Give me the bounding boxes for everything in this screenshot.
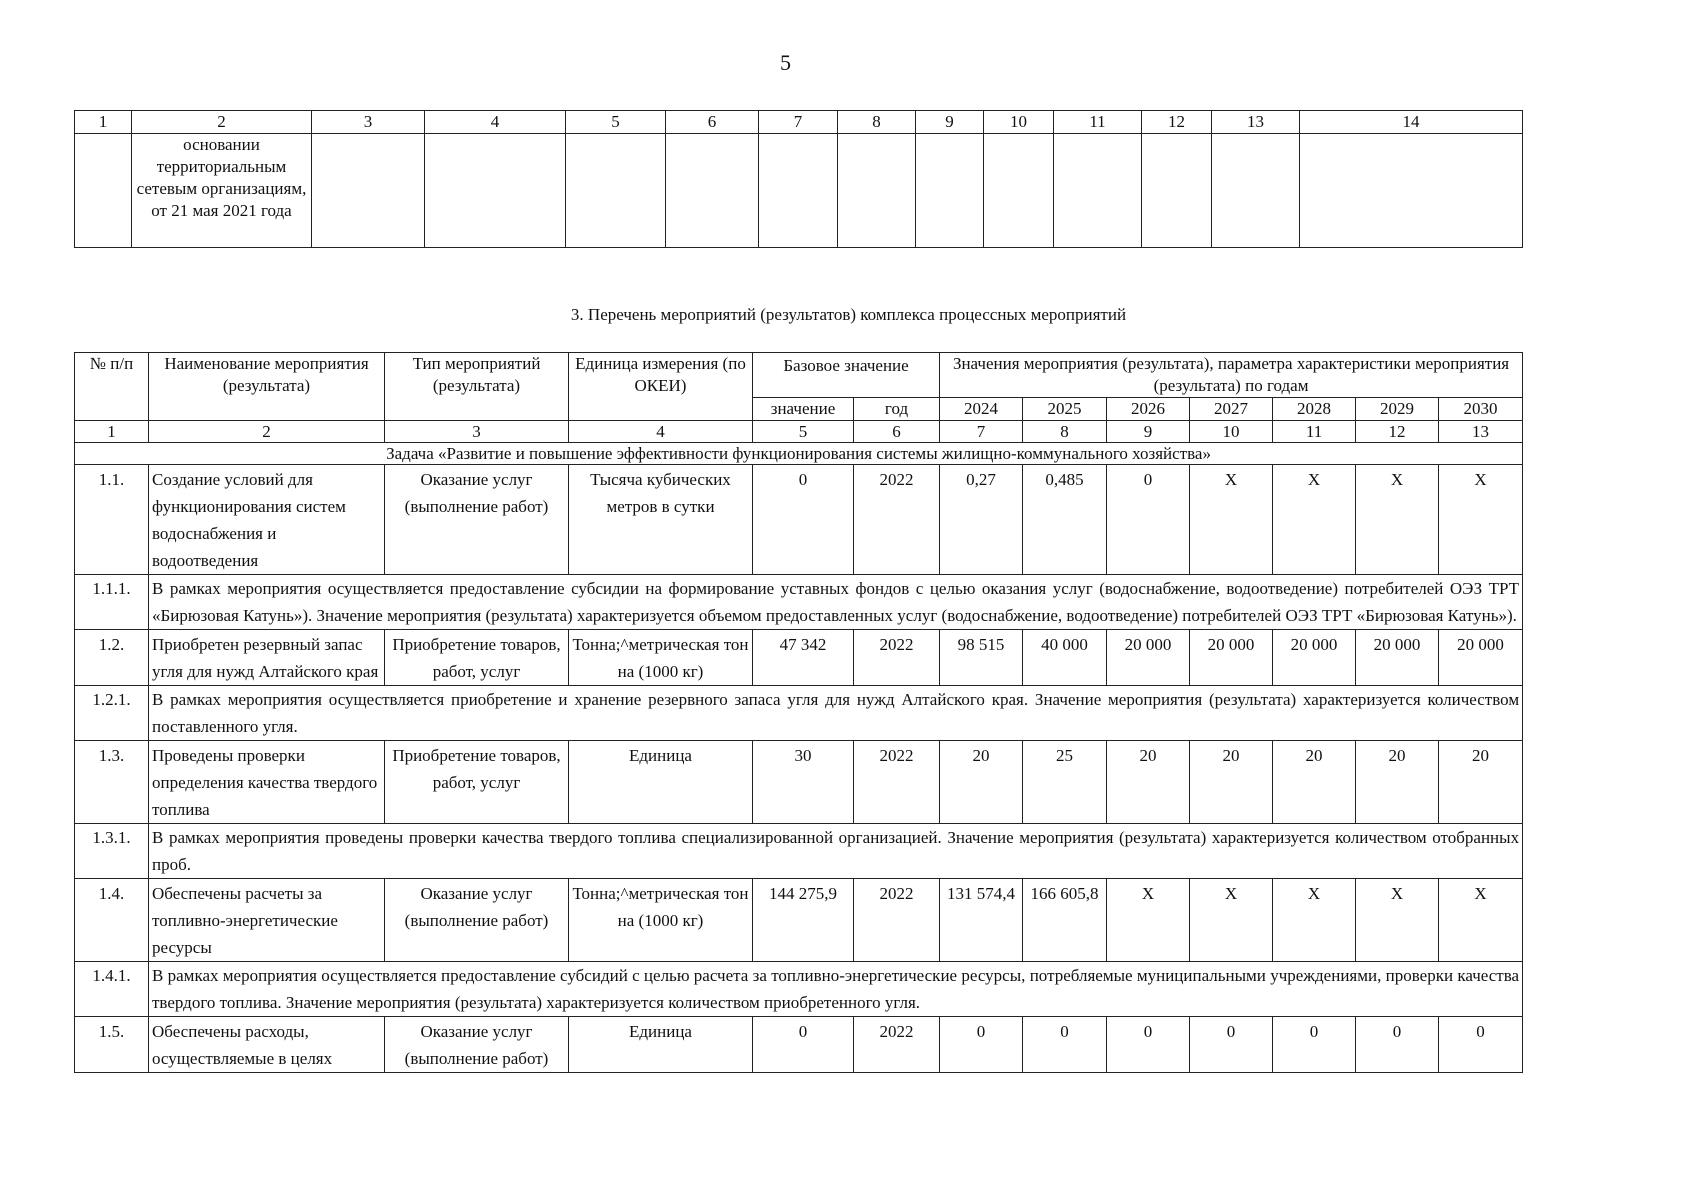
row-value: 20 000 bbox=[1107, 630, 1190, 686]
row-value: 20 bbox=[1439, 741, 1523, 824]
table-row bbox=[75, 1017, 1523, 1073]
row-name: Обеспечены расходы, осуществляемые в целях bbox=[149, 1017, 385, 1073]
col-number: 3 bbox=[385, 421, 569, 443]
row-base-value: 0 bbox=[753, 1017, 854, 1073]
cell bbox=[566, 134, 666, 248]
row-num: 1.2. bbox=[75, 630, 149, 686]
row-type: Оказание услуг (выполнение работ) bbox=[385, 1017, 569, 1073]
row-value: 0,27 bbox=[940, 465, 1023, 575]
row-type: Оказание услуг (выполнение работ) bbox=[385, 465, 569, 575]
header-base-value: значение bbox=[753, 398, 854, 421]
header-base: Базовое значение bbox=[753, 353, 940, 398]
desc-text: В рамках мероприятия осуществляется предоставление субсидий с целью расчета за топливно-энергетические ресурсы, потребляемые муниципальными учреждениями, проверки качества твердого топлива. Значение мероприятия (результата) характеризуется количеством приобретенного угля. bbox=[149, 962, 1523, 1017]
col-number: 9 bbox=[1107, 421, 1190, 443]
row-value: Х bbox=[1107, 879, 1190, 962]
header-year: 2024 bbox=[940, 398, 1023, 421]
cell bbox=[666, 134, 759, 248]
col-number: 5 bbox=[753, 421, 854, 443]
col-number: 8 bbox=[1023, 421, 1107, 443]
row-base-year: 2022 bbox=[854, 465, 940, 575]
row-unit: Тонна;^метрическая тонна (1000 кг) bbox=[569, 630, 753, 686]
measures-table bbox=[74, 352, 1523, 1073]
col-number: 11 bbox=[1273, 421, 1356, 443]
row-value: Х bbox=[1356, 879, 1439, 962]
row-num: 1.1. bbox=[75, 465, 149, 575]
row-value: 0 bbox=[1023, 1017, 1107, 1073]
col-header: 8 bbox=[838, 111, 916, 134]
cell bbox=[984, 134, 1054, 248]
header-row bbox=[75, 353, 1523, 398]
row-value: 20 bbox=[1190, 741, 1273, 824]
continuation-table bbox=[74, 110, 1523, 248]
header-values: Значения мероприятия (результата), параметра характеристики мероприятия (результата) по годам bbox=[940, 353, 1523, 398]
cell bbox=[312, 134, 425, 248]
continuation-header-row bbox=[75, 111, 1523, 134]
row-value: 0 bbox=[940, 1017, 1023, 1073]
col-number: 2 bbox=[149, 421, 385, 443]
description-row bbox=[75, 686, 1523, 741]
col-header: 9 bbox=[916, 111, 984, 134]
row-base-value: 30 bbox=[753, 741, 854, 824]
row-value: 20 000 bbox=[1273, 630, 1356, 686]
header-unit: Единица измерения (по ОКЕИ) bbox=[569, 353, 753, 421]
header-year: 2029 bbox=[1356, 398, 1439, 421]
section-title: 3. Перечень мероприятий (результатов) комплекса процессных мероприятий bbox=[570, 305, 1127, 324]
row-value: Х bbox=[1273, 879, 1356, 962]
row-value: 0 bbox=[1107, 1017, 1190, 1073]
col-header: 14 bbox=[1300, 111, 1523, 134]
cell bbox=[425, 134, 566, 248]
row-value: 20 000 bbox=[1356, 630, 1439, 686]
col-number: 1 bbox=[75, 421, 149, 443]
row-value: 0 bbox=[1439, 1017, 1523, 1073]
col-header: 2 bbox=[132, 111, 312, 134]
table-row bbox=[75, 879, 1523, 962]
col-number: 10 bbox=[1190, 421, 1273, 443]
description-row bbox=[75, 824, 1523, 879]
row-value: 20 000 bbox=[1439, 630, 1523, 686]
cell bbox=[1142, 134, 1212, 248]
row-value: 0 bbox=[1107, 465, 1190, 575]
cell bbox=[916, 134, 984, 248]
col-header: 6 bbox=[666, 111, 759, 134]
row-value: Х bbox=[1439, 465, 1523, 575]
col-number: 6 bbox=[854, 421, 940, 443]
header-year: 2027 bbox=[1190, 398, 1273, 421]
table-row bbox=[75, 465, 1523, 575]
row-value: 166 605,8 bbox=[1023, 879, 1107, 962]
col-header: 3 bbox=[312, 111, 425, 134]
header-year: 2025 bbox=[1023, 398, 1107, 421]
row-name: Обеспечены расчеты за топливно-энергетические ресурсы bbox=[149, 879, 385, 962]
row-base-year: 2022 bbox=[854, 879, 940, 962]
row-unit: Тонна;^метрическая тонна (1000 кг) bbox=[569, 879, 753, 962]
row-base-year: 2022 bbox=[854, 741, 940, 824]
col-header: 12 bbox=[1142, 111, 1212, 134]
header-name: Наименование мероприятия (результата) bbox=[149, 353, 385, 421]
continuation-text: основании территориальным сетевым организациям, от 21 мая 2021 года bbox=[132, 134, 312, 248]
table-row bbox=[75, 630, 1523, 686]
col-header: 7 bbox=[759, 111, 838, 134]
col-number: 4 bbox=[569, 421, 753, 443]
row-value: 20 bbox=[1107, 741, 1190, 824]
row-base-year: 2022 bbox=[854, 1017, 940, 1073]
row-value: 0,485 bbox=[1023, 465, 1107, 575]
row-value: 131 574,4 bbox=[940, 879, 1023, 962]
header-num: № п/п bbox=[75, 353, 149, 421]
row-unit: Тысяча кубических метров в сутки bbox=[569, 465, 753, 575]
desc-text: В рамках мероприятия осуществляется предоставление субсидии на формирование уставных фондов с целью оказания услуг (водоснабжение, водоотведение) потребителей ОЭЗ ТРТ «Бирюзовая Катунь»). Значение мероприятия (результата) характеризуется объемом предоставленных услуг (водоснабжение, водоотведение) потребителей ОЭЗ ТРТ «Бирюзовая Катунь»). bbox=[149, 575, 1523, 630]
row-value: 20 bbox=[1273, 741, 1356, 824]
description-row bbox=[75, 962, 1523, 1017]
row-value: Х bbox=[1439, 879, 1523, 962]
row-value: 20 bbox=[1356, 741, 1439, 824]
row-base-year: 2022 bbox=[854, 630, 940, 686]
desc-text: В рамках мероприятия проведены проверки качества твердого топлива специализированной организацией. Значение мероприятия (результата) характеризуется количеством отобранных проб. bbox=[149, 824, 1523, 879]
row-base-value: 0 bbox=[753, 465, 854, 575]
cell bbox=[1212, 134, 1300, 248]
row-type: Приобретение товаров, работ, услуг bbox=[385, 741, 569, 824]
cell bbox=[838, 134, 916, 248]
row-value: 98 515 bbox=[940, 630, 1023, 686]
header-base-year: год bbox=[854, 398, 940, 421]
row-num: 1.5. bbox=[75, 1017, 149, 1073]
column-number-row bbox=[75, 421, 1523, 443]
header-year: 2028 bbox=[1273, 398, 1356, 421]
row-name: Проведены проверки определения качества твердого топлива bbox=[149, 741, 385, 824]
row-value: 0 bbox=[1273, 1017, 1356, 1073]
col-header: 11 bbox=[1054, 111, 1142, 134]
cell bbox=[1054, 134, 1142, 248]
row-base-value: 144 275,9 bbox=[753, 879, 854, 962]
row-value: 40 000 bbox=[1023, 630, 1107, 686]
desc-num: 1.4.1. bbox=[75, 962, 149, 1017]
header-type: Тип мероприятий (результата) bbox=[385, 353, 569, 421]
row-type: Приобретение товаров, работ, услуг bbox=[385, 630, 569, 686]
row-value: Х bbox=[1190, 879, 1273, 962]
row-value: 0 bbox=[1356, 1017, 1439, 1073]
col-header: 4 bbox=[425, 111, 566, 134]
col-header: 13 bbox=[1212, 111, 1300, 134]
row-base-value: 47 342 bbox=[753, 630, 854, 686]
cell bbox=[1300, 134, 1523, 248]
continuation-row bbox=[75, 134, 1523, 248]
col-header: 1 bbox=[75, 111, 132, 134]
row-unit: Единица bbox=[569, 1017, 753, 1073]
row-name: Приобретен резервный запас угля для нужд Алтайского края bbox=[149, 630, 385, 686]
row-name: Создание условий для функционирования систем водоснабжения и водоотведения bbox=[149, 465, 385, 575]
row-value: Х bbox=[1356, 465, 1439, 575]
row-num: 1.4. bbox=[75, 879, 149, 962]
row-value: 20 bbox=[940, 741, 1023, 824]
cell bbox=[75, 134, 132, 248]
col-number: 12 bbox=[1356, 421, 1439, 443]
row-type: Оказание услуг (выполнение работ) bbox=[385, 879, 569, 962]
col-header: 5 bbox=[566, 111, 666, 134]
row-num: 1.3. bbox=[75, 741, 149, 824]
page-number: 5 bbox=[780, 50, 791, 75]
row-value: Х bbox=[1190, 465, 1273, 575]
desc-num: 1.3.1. bbox=[75, 824, 149, 879]
cell bbox=[759, 134, 838, 248]
header-year: 2030 bbox=[1439, 398, 1523, 421]
row-value: Х bbox=[1273, 465, 1356, 575]
col-number: 13 bbox=[1439, 421, 1523, 443]
col-header: 10 bbox=[984, 111, 1054, 134]
description-row bbox=[75, 575, 1523, 630]
task-row bbox=[75, 443, 1523, 465]
row-value: 20 000 bbox=[1190, 630, 1273, 686]
desc-text: В рамках мероприятия осуществляется приобретение и хранение резервного запаса угля для нужд Алтайского края. Значение мероприятия (результата) характеризуется количеством поставленного угля. bbox=[149, 686, 1523, 741]
desc-num: 1.1.1. bbox=[75, 575, 149, 630]
desc-num: 1.2.1. bbox=[75, 686, 149, 741]
row-value: 25 bbox=[1023, 741, 1107, 824]
col-number: 7 bbox=[940, 421, 1023, 443]
header-year: 2026 bbox=[1107, 398, 1190, 421]
table-row bbox=[75, 741, 1523, 824]
row-value: 0 bbox=[1190, 1017, 1273, 1073]
task-title: Задача «Развитие и повышение эффективности функционирования системы жилищно-коммунального хозяйства» bbox=[75, 443, 1523, 465]
row-unit: Единица bbox=[569, 741, 753, 824]
